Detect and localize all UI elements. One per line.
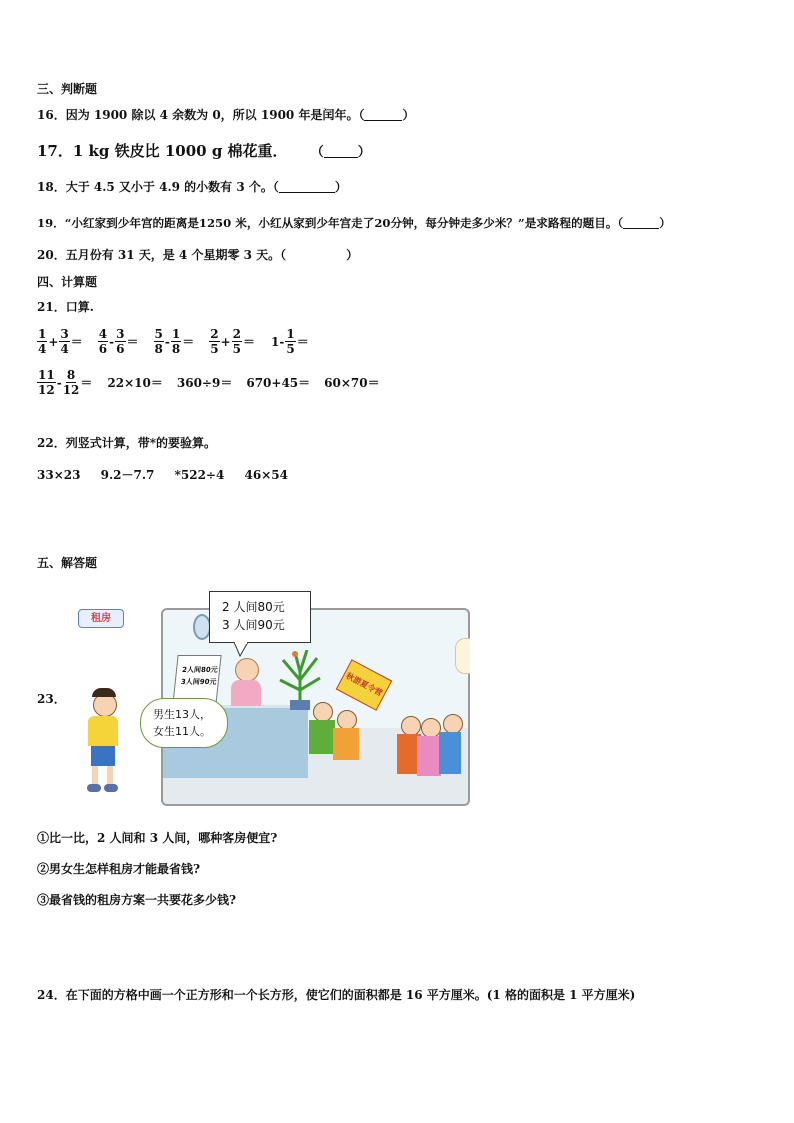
question-22-title: 22．列竖式计算，带*的要验算。 — [37, 436, 216, 450]
numerator: 11 — [38, 368, 55, 382]
operator: - — [164, 334, 170, 349]
fraction — [115, 327, 125, 356]
kid-body — [333, 728, 359, 760]
boy-shoe — [87, 784, 101, 792]
kid-head — [337, 710, 357, 730]
boy-speech-line: 男生13人， — [153, 708, 211, 721]
question-21-title: 21．口算. — [37, 300, 94, 314]
boy-shoe — [104, 784, 118, 792]
operator: + — [48, 334, 59, 349]
plant-icon — [275, 650, 325, 710]
vertical-calc-item: *522÷4 — [174, 468, 225, 482]
denominator: 8 — [171, 342, 181, 356]
vertical-calc-item: 33×23 — [37, 468, 81, 482]
question-19 — [37, 215, 671, 231]
fraction — [171, 327, 181, 356]
boy-leg — [92, 766, 98, 786]
operator: + — [220, 334, 231, 349]
mental-math-item — [98, 327, 140, 356]
mental-math-item: 60×70＝ — [324, 376, 380, 390]
mental-math-row-2 — [37, 368, 380, 397]
equals-sign: ＝ — [80, 376, 93, 390]
question-18-close: ） — [334, 180, 347, 194]
equals-sign: ＝ — [126, 335, 139, 349]
section-3-title: 三、判断题 — [37, 82, 98, 96]
question-23-sub-3: ③最省钱的租房方案一共要花多少钱? — [37, 893, 237, 907]
mental-math-item — [37, 327, 84, 356]
mental-math-item: 360÷9＝ — [176, 376, 233, 390]
answer-blank-18[interactable] — [279, 181, 335, 193]
cloud-decoration — [455, 638, 470, 674]
rent-tag: 租房 — [78, 609, 124, 628]
mental-math-row-1 — [37, 327, 324, 356]
summer-camp-banner: 秋游夏令营 — [336, 659, 393, 711]
fraction — [37, 368, 56, 397]
question-19-text: 19．“小红家到少年宫的距离是1250 米，小红从家到少年宫走了20分钟，每分钟走多少米？”是求路程的题目。（ — [37, 216, 624, 230]
numerator: 4 — [98, 327, 108, 341]
question-18-text: 18．大于 4.5 又小于 4.9 的小数有 3 个。（ — [37, 180, 279, 194]
question-18 — [37, 178, 347, 195]
whole-number-minus: 1- — [271, 334, 285, 349]
question-24: 24．在下面的方格中画一个正方形和一个长方形，使它们的面积都是 16 平方厘米。(1 格的面积是 1 平方厘米) — [37, 988, 636, 1002]
equals-sign: ＝ — [70, 335, 83, 349]
denominator: 12 — [38, 383, 55, 397]
question-20-text: 20．五月份有 31 天，是 4 个星期零 3 天。（ — [37, 248, 287, 262]
kid-head — [421, 718, 441, 738]
boy-shirt — [88, 716, 118, 746]
mental-math-item — [270, 327, 310, 356]
kid-body — [309, 720, 335, 754]
mental-math-item — [209, 327, 256, 356]
answer-blank-19[interactable] — [623, 217, 659, 229]
price-speech-bubble — [209, 591, 311, 643]
kid-head — [313, 702, 333, 722]
mental-math-item: 670+45＝ — [246, 376, 311, 390]
vertical-calc-list — [37, 466, 288, 483]
denominator: 5 — [286, 342, 295, 356]
answer-blank-17[interactable] — [324, 146, 358, 158]
section-5-title: 五、解答题 — [37, 556, 98, 570]
mental-math-item — [37, 368, 93, 397]
denominator: 5 — [210, 342, 219, 356]
fraction — [63, 368, 80, 397]
question-16-close: ） — [402, 108, 415, 122]
mental-math-item: 22×10＝ — [107, 376, 163, 390]
question-23-number: 23． — [37, 692, 66, 706]
numerator: 1 — [286, 327, 295, 341]
price-sign-line: 2人间80元 — [181, 666, 219, 674]
numerator: 3 — [60, 327, 69, 341]
question-20 — [37, 246, 358, 263]
question-19-close: ） — [659, 216, 671, 230]
denominator: 4 — [60, 342, 69, 356]
price-line: 2 人间80元 — [222, 600, 285, 614]
denominator: 8 — [154, 342, 163, 356]
numerator: 3 — [116, 327, 125, 341]
question-17-open: （ — [310, 145, 324, 160]
equals-sign: ＝ — [182, 335, 195, 349]
kid-head — [401, 716, 421, 736]
boy-leg — [107, 766, 113, 786]
numerator: 1 — [171, 327, 181, 341]
denominator: 6 — [98, 342, 108, 356]
price-line: 3 人间90元 — [222, 618, 285, 632]
denominator: 12 — [62, 383, 80, 397]
boy-speech-line: 女生11人。 — [153, 725, 211, 738]
question-17-close: ） — [357, 145, 371, 160]
numerator: 8 — [66, 368, 76, 382]
kid-body — [417, 736, 441, 776]
mental-math-item — [154, 327, 196, 356]
question-23-sub-2: ②男女生怎样租房才能最省钱? — [37, 862, 201, 876]
question-17 — [37, 140, 371, 161]
bubble-tail — [232, 642, 252, 658]
vertical-calc-item: 9.2－7.7 — [100, 468, 155, 482]
question-16 — [37, 106, 414, 123]
fraction — [37, 327, 47, 356]
numerator: 2 — [232, 327, 242, 341]
boy-hair — [92, 688, 116, 697]
section-4-title: 四、计算题 — [37, 275, 98, 289]
numerator: 5 — [154, 327, 163, 341]
vertical-calc-item: 46×54 — [244, 468, 288, 482]
question-16-text: 16．因为 1900 除以 4 余数为 0，所以 1900 年是闰年。（ — [37, 108, 365, 122]
numerator: 1 — [38, 327, 47, 341]
question-20-close: ） — [346, 248, 359, 262]
kid-body — [439, 732, 461, 774]
denominator: 6 — [116, 342, 125, 356]
receptionist-body — [231, 680, 261, 706]
boy-speech-bubble — [140, 698, 228, 748]
kid-head — [443, 714, 463, 734]
answer-blank-16[interactable] — [364, 109, 402, 121]
question-23-sub-1: ①比一比，2 人间和 3 人间，哪种客房便宜? — [37, 831, 278, 845]
fraction — [209, 327, 219, 356]
question-17-text: 17．1 kg 铁皮比 1000 g 棉花重． — [37, 142, 288, 160]
price-sign-line: 3人间90元 — [180, 678, 217, 686]
fraction — [232, 327, 242, 356]
fraction — [98, 327, 108, 356]
boy-shorts — [91, 746, 115, 766]
operator: - — [56, 375, 62, 390]
operator: - — [109, 334, 115, 349]
fraction — [285, 327, 295, 356]
equals-sign: ＝ — [243, 335, 256, 349]
equals-sign: ＝ — [296, 335, 309, 349]
denominator: 5 — [232, 342, 242, 356]
fraction — [154, 327, 164, 356]
receptionist-head — [235, 658, 259, 682]
denominator: 4 — [38, 342, 47, 356]
numerator: 2 — [210, 327, 219, 341]
fraction — [59, 327, 69, 356]
